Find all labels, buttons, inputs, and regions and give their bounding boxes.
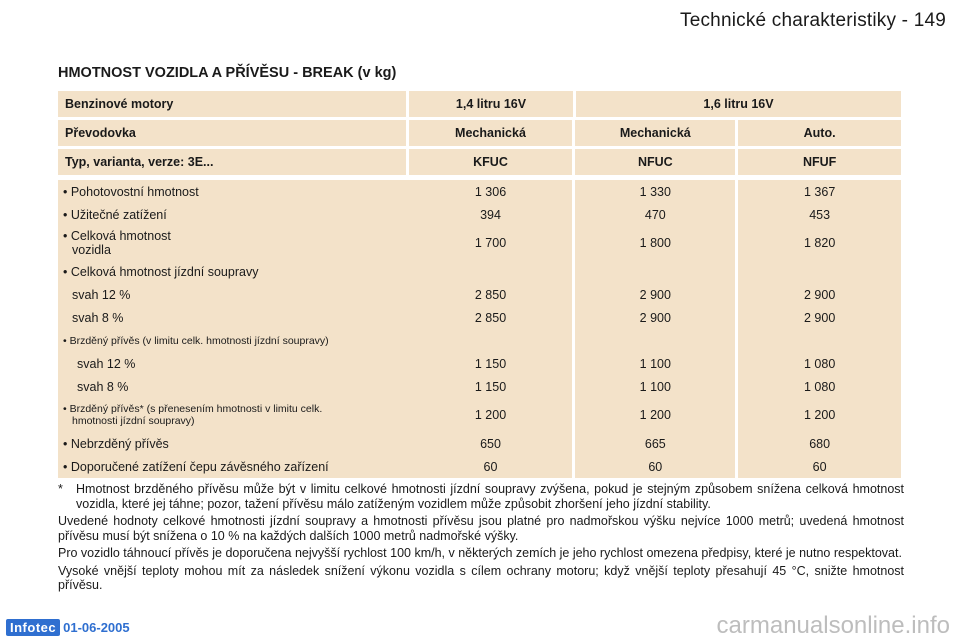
row-label-line: • Celková hmotnost xyxy=(63,229,171,243)
value-column-2 xyxy=(575,180,735,478)
footer xyxy=(6,619,130,636)
cell: 1 200 xyxy=(639,408,671,422)
header-label-type: Typ, varianta, verze: 3E... xyxy=(58,149,406,175)
cell: 1 080 xyxy=(803,356,836,371)
cell: 2 900 xyxy=(803,310,836,325)
footer-date: 01-06-2005 xyxy=(63,620,130,635)
cell xyxy=(409,329,573,352)
cell: 1 306 xyxy=(474,184,507,199)
cell: 2 900 xyxy=(639,310,671,325)
row-label: • Nebrzděný přívěs xyxy=(63,436,169,451)
cell: 665 xyxy=(644,436,666,451)
cell: 650 xyxy=(480,436,501,451)
row-label: • Pohotovostní hmotnost xyxy=(63,184,199,199)
cell: 2 900 xyxy=(803,287,836,302)
table-header-row-engines xyxy=(58,91,901,117)
cell: 2 850 xyxy=(474,287,507,302)
cell: 1 100 xyxy=(639,379,671,394)
gearbox-c2: Mechanická xyxy=(575,120,735,146)
cell xyxy=(575,329,735,352)
row-label: • Užitečné zatížení xyxy=(63,207,167,222)
header-label-gearbox: Převodovka xyxy=(58,120,406,146)
cell: 680 xyxy=(809,436,831,451)
cell xyxy=(575,260,735,283)
notes xyxy=(58,482,904,596)
cell: 394 xyxy=(480,207,501,222)
footnote-mark: * xyxy=(58,482,63,496)
header-engine-b: 1,6 litru 16V xyxy=(576,91,901,117)
cell: 470 xyxy=(644,207,666,222)
cell: 453 xyxy=(809,207,831,222)
cell: 60 xyxy=(648,459,663,474)
row-label: • Brzděný přívěs (v limitu celk. hmotnosti jízdní soupravy) xyxy=(63,334,329,347)
cell xyxy=(409,260,573,283)
cell: 60 xyxy=(483,459,498,474)
note-paragraph: Pro vozidlo táhnoucí přívěs je doporučena nejvyšší rychlost 100 km/h, v některých zemích je jeho rychlost omezena předpisy, které je nutno respektovat. xyxy=(58,546,902,560)
row-label xyxy=(58,226,406,260)
weights-table xyxy=(58,91,901,478)
row-label: svah 12 % xyxy=(72,287,131,302)
cell: 1 800 xyxy=(639,236,671,250)
cell: 2 850 xyxy=(474,310,507,325)
table-header-row-gearbox xyxy=(58,120,901,146)
cell: 2 900 xyxy=(639,287,671,302)
row-label-line: • Brzděný přívěs* (s přenesením hmotnosti v limitu celk. xyxy=(63,403,323,415)
page-header: Technické charakteristiky - 149 xyxy=(680,10,946,31)
row-label-line: hmotnosti jízdní soupravy) xyxy=(72,415,195,427)
section-title: HMOTNOST VOZIDLA A PŘÍVĚSU - BREAK (v kg) xyxy=(58,65,397,81)
cell: 1 367 xyxy=(803,184,836,199)
infotec-logo: Infotec xyxy=(6,619,60,636)
row-label: svah 8 % xyxy=(77,379,129,394)
note-paragraph: Vysoké vnější teploty mohou mít za následek snížení výkonu vozidla s cílem ochrany motoru; když vnější teploty přesahují 45 °C, snižte hmotnost přívěsu. xyxy=(58,563,904,592)
gearbox-c1: Mechanická xyxy=(409,120,573,146)
type-c2: NFUC xyxy=(575,149,735,175)
table-body xyxy=(58,180,901,478)
note-paragraph: Uvedené hodnoty celkové hmotnosti jízdní soupravy a hmotnosti přívěsu jsou platné pro nadmořskou výšku nejvíce 1000 metrů; uvedená hmotnost přívěsu musí být snížena o 10 % na každých dalších 1000 metrů nadmořské výšky. xyxy=(58,514,904,543)
cell: 1 150 xyxy=(474,356,507,371)
cell xyxy=(738,260,901,283)
header-label-engines: Benzinové motory xyxy=(58,91,406,117)
cell: 1 080 xyxy=(803,379,836,394)
cell: 1 330 xyxy=(639,184,671,199)
cell: 1 100 xyxy=(639,356,671,371)
row-label xyxy=(58,398,406,432)
gearbox-c3: Auto. xyxy=(738,120,901,146)
label-column xyxy=(58,180,406,478)
cell: 1 820 xyxy=(803,236,836,250)
value-column-3 xyxy=(738,180,901,478)
row-label-line: vozidla xyxy=(72,243,111,257)
header-engine-a: 1,4 litru 16V xyxy=(409,91,573,117)
cell xyxy=(738,329,901,352)
cell: 1 700 xyxy=(474,236,507,250)
cell: 1 200 xyxy=(803,408,836,422)
row-label: • Doporučené zatížení čepu závěsného zařízení xyxy=(63,459,329,474)
watermark: carmanualsonline.info xyxy=(716,612,950,639)
footnote-text: Hmotnost brzděného přívěsu může být v limitu celkové hmotnosti jízdní soupravy zvýšena, pokud je stejným způsobem snížena celková hmotnost vozidla, které jej táhne; pozor, tažení přívěsu málo zatíženým vozidlem může způsobit zhoršení jeho jízdní stability. xyxy=(76,482,904,511)
cell: 1 200 xyxy=(474,408,507,422)
row-label: svah 12 % xyxy=(77,356,136,371)
row-label: svah 8 % xyxy=(72,310,124,325)
cell: 1 150 xyxy=(474,379,507,394)
footnote xyxy=(58,482,904,514)
type-c3: NFUF xyxy=(738,149,901,175)
type-c1: KFUC xyxy=(409,149,573,175)
cell: 60 xyxy=(812,459,827,474)
table-header-row-type xyxy=(58,149,901,175)
value-column-1 xyxy=(409,180,573,478)
row-label: • Celková hmotnost jízdní soupravy xyxy=(63,264,259,279)
